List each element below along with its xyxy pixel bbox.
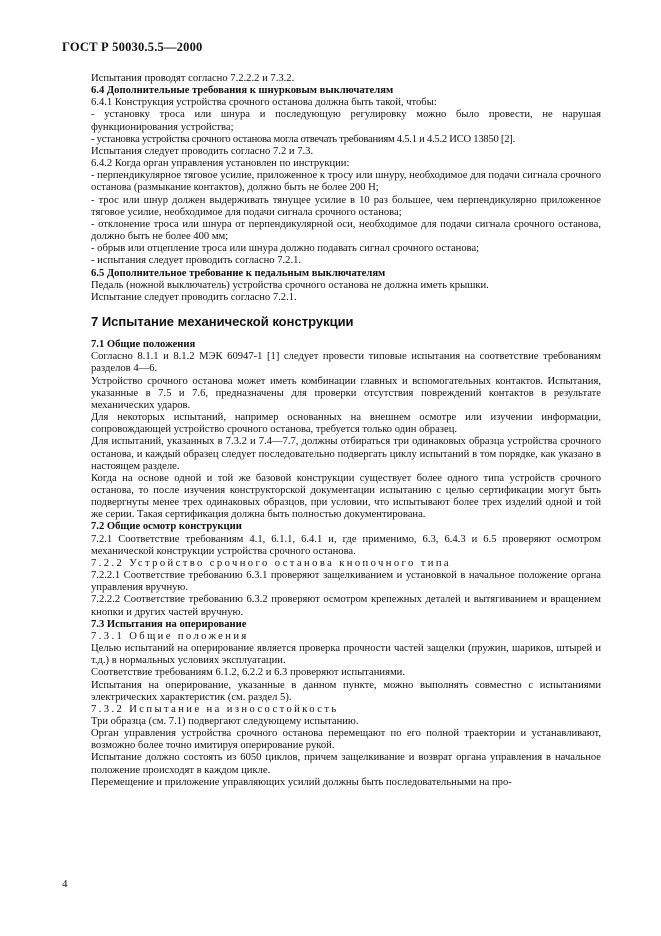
- paragraph: Испытания проводят согласно 7.2.2.2 и 7.3.2.: [91, 73, 295, 84]
- subsection-heading-7-3: 7.3 Испытания на оперирование: [91, 618, 247, 630]
- clause-title: 7.2.2 Устройство срочного останова кнопочного типа: [91, 557, 452, 569]
- page-header: ГОСТ Р 50030.5.5—2000: [62, 40, 203, 54]
- paragraph: 6.4.1 Конструкция устройства срочного останова должна быть такой, чтобы:: [91, 97, 437, 109]
- paragraph: Для испытаний, указанных в 7.3.2 и 7.4—7.7, должны отбираться три одинаковых образца устройства срочного останова, и каждый образец следует последовательно подвергать циклу испытаний в том порядке, как указано в настоящем разделе.: [91, 436, 601, 472]
- paragraph: 7.2.2.1 Соответствие требованию 6.3.1 проверяют защелкиванием и установкой в начальное положение органа управления вручную.: [91, 570, 601, 594]
- paragraph: Целью испытаний на оперирование является проверка прочности частей защелки (пружин, шариков, штырей и т.д.) в нормальных условиях эксплуатации.: [91, 643, 601, 667]
- paragraph: Соответствие требованиям 6.1.2, 6.2.2 и 6.3 проверяют испытаниями.: [91, 667, 405, 679]
- paragraph: Испытания на оперирование, указанные в данном пункте, можно выполнять совместно с испытаниями электрических характеристик (см. раздел 5).: [91, 679, 601, 703]
- list-item: - обрыв или отцепление троса или шнура должно подавать сигнал срочного останова;: [91, 243, 480, 255]
- paragraph: Педаль (ножной выключатель) устройства срочного останова не должна иметь крышки.: [91, 279, 489, 291]
- paragraph: Испытания следует проводить согласно 7.2 и 7.3.: [91, 145, 314, 157]
- paragraph: 7.2.2.2 Соответствие требованию 6.3.2 проверяют осмотром крепежных деталей и вытягиванием и вращением кнопки и других частей вручную.: [91, 594, 601, 618]
- section-heading-7: 7 Испытание механической конструкции: [91, 313, 354, 329]
- subsection-heading-6-5: 6.5 Дополнительное требование к педальным выключателям: [91, 267, 386, 279]
- paragraph: Три образца (см. 7.1) подвергают следующему испытанию.: [91, 715, 359, 727]
- paragraph: Устройство срочного останова может иметь комбинации главных и вспомогательных контактов. Испытания, указанные в 7.5 и 7.6, предназначены для проверки отсутствия повреждений контактов в результате механических ударов.: [91, 375, 601, 411]
- list-item: - испытания следует проводить согласно 7.2.1.: [91, 255, 302, 267]
- paragraph: Перемещение и приложение управляющих усилий должны быть последовательными на про-: [91, 776, 512, 788]
- paragraph: Для некоторых испытаний, например основанных на внешнем осмотре или изучении информации, сопровождающей устройство срочного останова, требуется только один образец.: [91, 412, 601, 436]
- paragraph: Испытание должно состоять из 6050 циклов, причем защелкивание и возврат органа управления в начальное положение происходят в каждом цикле.: [91, 752, 601, 776]
- paragraph: 6.4.2 Когда орган управления установлен по инструкции:: [91, 158, 350, 170]
- paragraph: Согласно 8.1.1 и 8.1.2 МЭК 60947-1 [1] следует провести типовые испытания на соответствие требованиям разделов 4—6.: [91, 351, 601, 375]
- document-body: [91, 73, 601, 789]
- paragraph: Когда на основе одной и той же базовой конструкции существует более одного типа устройств срочного останова, то после изучения конструкторской документации испытанию с целью сертификации могут быть подвергнуты менее трех одинаковых образцов, при условии, что испытывают более трех изделий одной и той же серии. Такая сертификация должна быть полностью документирована.: [91, 472, 601, 521]
- clause-title: 7.3.1 Общие положения: [91, 630, 249, 642]
- subsection-heading-7-1: 7.1 Общие положения: [91, 339, 196, 351]
- list-item: - отклонение троса или шнура от перпендикулярной оси, необходимое для подачи сигнала срочного останова, должно быть не более 400 мм;: [91, 218, 601, 243]
- list-item: - установка устройства срочного останова могла отвечать требованиям 4.5.1 и 4.5.2 ИСО 13850 [2].: [91, 133, 515, 145]
- list-item: - установку троса или шнура и последующую регулировку можно было провести, не нарушая функционирования устройства;: [91, 109, 601, 133]
- clause-title: 7.3.2 Испытание на износостойкость: [91, 703, 339, 715]
- subsection-heading-7-2: 7.2 Общие осмотр конструкции: [91, 521, 242, 533]
- paragraph: Орган управления устройства срочного останова перемещают по его полной траектории и устанавливают, возможно более точно имитируя оперирование рукой.: [91, 728, 601, 752]
- subsection-heading-6-4: 6.4 Дополнительные требования к шнурковым выключателям: [91, 85, 394, 97]
- paragraph: 7.2.1 Соответствие требованиям 4.1, 6.1.1, 6.4.1 и, где применимо, 6.3, 6.4.3 и 6.5 проверяют осмотром механической конструкции устройства срочного останова.: [91, 533, 601, 557]
- page-number: 4: [62, 878, 68, 890]
- paragraph: Испытание следует проводить согласно 7.2.1.: [91, 291, 297, 303]
- list-item: - трос или шнур должен выдерживать тянущее усилие в 10 раз большее, чем перпендикулярно приложенное тяговое усилие, необходимое для подачи сигнала срочного останова;: [91, 194, 601, 218]
- list-item: - перпендикулярное тяговое усилие, приложенное к тросу или шнуру, необходимое для подачи сигнала срочного останова (размыкание контактов), должно быть не более 200 Н;: [91, 170, 601, 194]
